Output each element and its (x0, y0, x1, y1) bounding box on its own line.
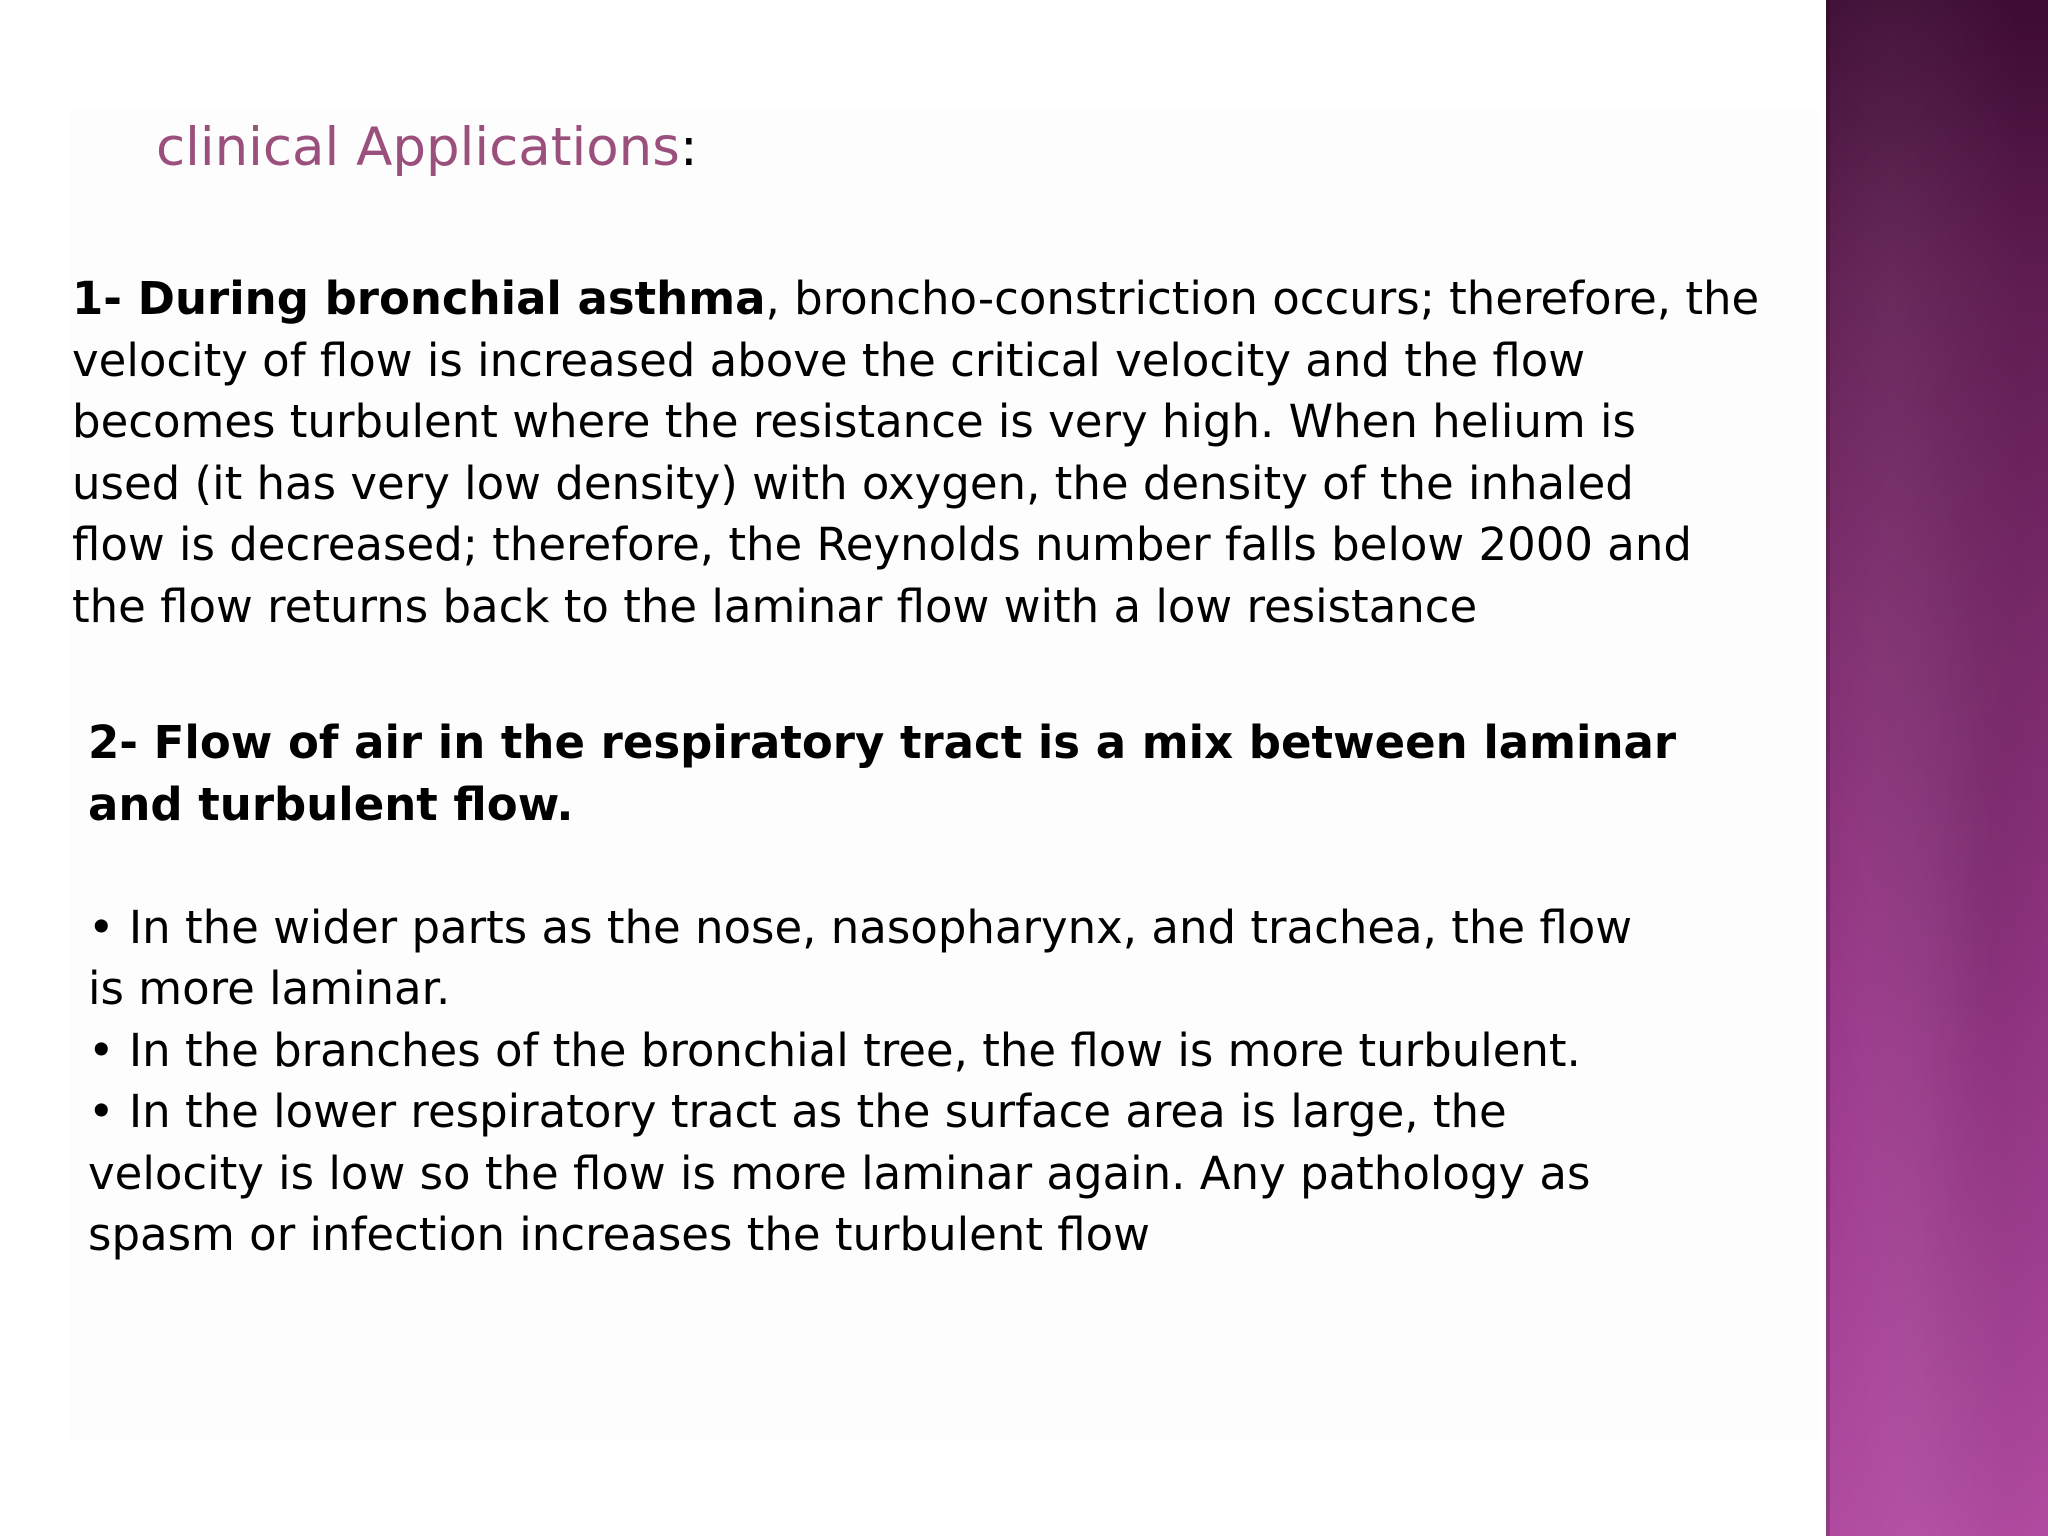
bullet-line: • In the branches of the bronchial tree, the flow is more turbulent. (88, 1023, 1581, 1077)
accent-band-edge (1826, 0, 1830, 1536)
paragraph-line: becomes turbulent where the resistance is very high. When helium is (72, 395, 1636, 448)
airflow-heading (88, 712, 1808, 835)
bullet-line: spasm or infection increases the turbulent flow (88, 1208, 1150, 1261)
airflow-section (88, 712, 1808, 1266)
asthma-lead-bold: 1- During bronchial asthma (72, 272, 766, 325)
asthma-paragraph (72, 268, 1832, 637)
paragraph-line: the flow returns back to the laminar flow with a low resistance (72, 579, 1478, 633)
slide-title (156, 113, 698, 183)
bullet-line: velocity is low so the flow is more laminar again. Any pathology as (88, 1146, 1591, 1200)
paragraph-line: flow is decreased; therefore, the Reynolds number falls below 2000 and (72, 518, 1692, 571)
airflow-bullet-list (88, 897, 1808, 1266)
paragraph-line: velocity of flow is increased above the critical velocity and the flow (72, 333, 1586, 387)
heading-line: 2- Flow of air in the respiratory tract is a mix between laminar (88, 716, 1677, 769)
bullet-line: is more laminar. (88, 962, 451, 1015)
asthma-lead-rest: , broncho-constriction occurs; therefore, the (765, 272, 1760, 325)
bullet-line: • In the lower respiratory tract as the surface area is large, the (88, 1085, 1507, 1138)
paragraph-line: used (it has very low density) with oxygen, the density of the inhaled (72, 456, 1634, 510)
accent-band-texture (1826, 0, 2048, 1536)
heading-line: and turbulent flow. (88, 777, 574, 831)
bullet-line: • In the wider parts as the nose, nasopharynx, and trachea, the flow (88, 900, 1633, 954)
slide-title-text: clinical Applications (156, 117, 680, 178)
accent-side-band (1826, 0, 2048, 1536)
slide-title-colon: : (679, 117, 698, 178)
paragraph-line (72, 268, 1832, 330)
